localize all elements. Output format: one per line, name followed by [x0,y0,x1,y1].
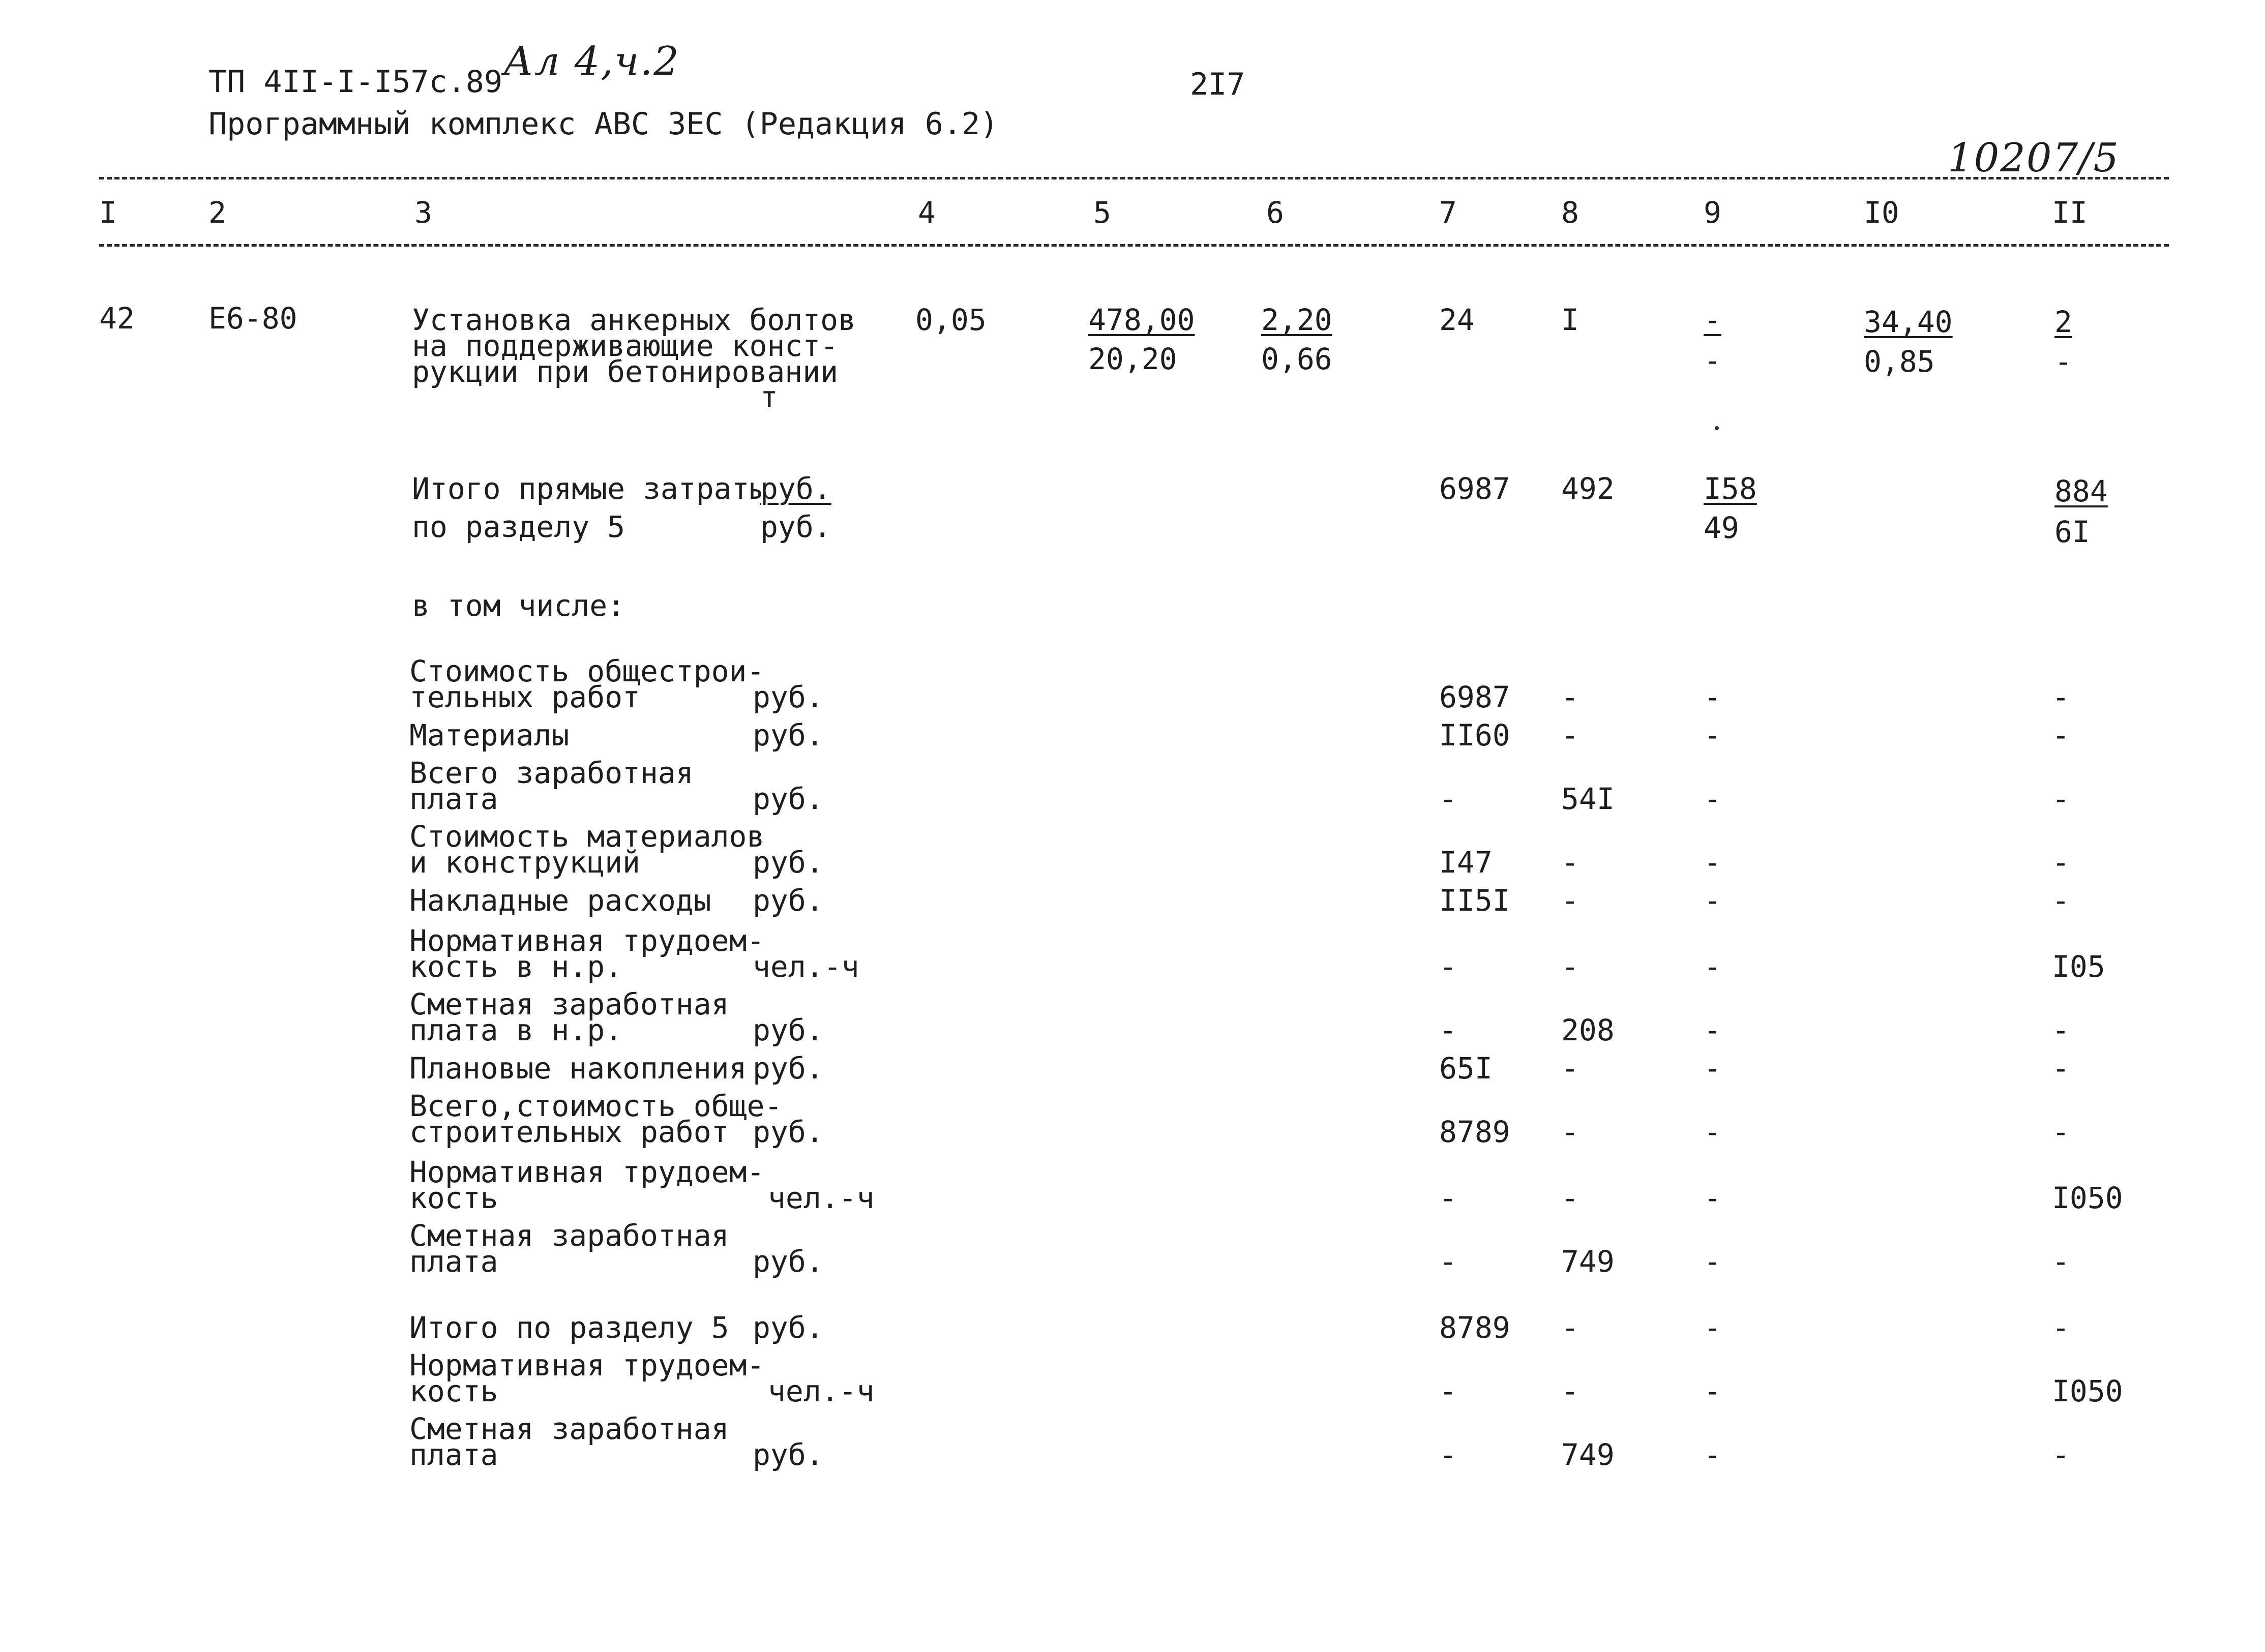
row-label-line: тельных работ [409,680,640,714]
row-col9: - [1704,845,1721,880]
row-col11: - [2052,883,2070,918]
row-col8: - [1561,1115,1579,1149]
column-header-11: II [2052,195,2088,230]
row-label-line: плата [409,782,498,816]
row-col7: - [1439,782,1457,816]
row-col8: - [1561,949,1579,984]
row-col8: 749 [1561,1244,1615,1279]
row-label-line: Нормативная трудоем- [409,1155,765,1189]
row-label-line: и конструкций [409,845,640,880]
row-unit: руб. [753,680,824,714]
column-header-4: 4 [918,195,936,230]
row-col8: - [1561,1310,1579,1345]
entry-col10-top: 34,40 [1864,305,1953,339]
row-col9: - [1704,1244,1721,1279]
direct-costs-col9-top: I58 [1704,471,1757,506]
row-col7: 6987 [1439,680,1510,714]
column-header-5: 5 [1093,195,1111,230]
doc-code: ТП 4II-I-I57с.89 [208,64,502,100]
column-header-1: I [99,195,117,230]
row-col7: 8789 [1439,1115,1510,1149]
entry-desc-line-1: Установка анкерных болтов [412,303,856,337]
row-label-line: кость в н.р. [409,949,623,984]
entry-col9-top: - [1704,303,1721,337]
row-col9: - [1704,1013,1721,1047]
row-col11: - [2052,845,2070,880]
row-col9: - [1704,883,1721,918]
row-label-line: Материалы [409,718,570,753]
direct-costs-col11-bottom: 6I [2054,515,2090,549]
row-unit: руб. [753,845,824,880]
row-col7: II60 [1439,718,1510,753]
row-col7: - [1439,1437,1457,1472]
column-header-9: 9 [1704,195,1721,230]
row-label-line: Нормативная трудоем- [409,923,765,958]
including-label: в том числе: [412,588,625,623]
direct-costs-col9-bottom: 49 [1704,510,1739,545]
column-header-2: 2 [208,195,226,230]
page-number: 2I7 [1190,67,1245,102]
row-col11: - [2052,1051,2070,1086]
row-unit: руб. [753,883,824,918]
row-unit: руб. [753,782,824,816]
row-col8: - [1561,1374,1579,1408]
direct-costs-col7: 6987 [1439,471,1510,506]
row-col11: I05 [2052,949,2105,984]
row-unit: руб. [753,1244,824,1279]
direct-costs-label-2: по разделу 5 [412,509,625,544]
row-label-line: Накладные расходы [409,883,711,918]
row-unit: руб. [753,1013,824,1047]
entry-col11-top: 2 [2054,305,2072,339]
row-label-line: Сметная заработная [409,987,729,1022]
row-col11: - [2052,1013,2070,1047]
row-col9: - [1704,1374,1721,1408]
row-label-line: Стоимость материалов [409,819,765,854]
direct-costs-col11-top: 884 [2054,474,2108,508]
row-label-line: плата в н.р. [409,1013,623,1047]
row-col9: - [1704,782,1721,816]
entry-col6-top: 2,20 [1261,303,1332,337]
direct-costs-unit-1: руб. [760,471,831,506]
row-label-line: Плановые накопления [409,1051,747,1086]
entry-col10-bottom: 0,85 [1864,344,1935,379]
row-unit: руб. [753,1437,824,1472]
row-col8: 749 [1561,1437,1615,1472]
direct-costs-col8: 492 [1561,471,1615,506]
row-col9: - [1704,680,1721,714]
row-col9: - [1704,1115,1721,1149]
row-col9: - [1704,1051,1721,1086]
row-unit: чел.-ч [768,1181,875,1215]
handwritten-number: 10207/5 [1948,135,2120,181]
row-unit: руб. [753,718,824,753]
row-col11: - [2052,718,2070,753]
row-col9: - [1704,1437,1721,1472]
row-col7: - [1439,949,1457,984]
row-label-line: Всего,стоимость обще- [409,1089,783,1123]
row-col8: - [1561,718,1579,753]
column-header-8: 8 [1561,195,1579,230]
row-label-line: кость [409,1181,498,1215]
row-col8: - [1561,1051,1579,1086]
row-label-line: плата [409,1437,498,1472]
direct-costs-label-1: Итого прямые затраты [412,471,767,506]
row-unit: руб. [753,1310,824,1345]
row-col11: - [2052,1437,2070,1472]
row-col7: 8789 [1439,1310,1510,1345]
row-col7: - [1439,1181,1457,1215]
header-top-rule [99,177,2169,179]
row-col7: - [1439,1244,1457,1279]
column-header-6: 6 [1266,195,1284,230]
entry-quantity: 0,05 [915,303,987,337]
row-col8: - [1561,680,1579,714]
row-unit: руб. [753,1115,824,1149]
stray-mark [1715,426,1719,430]
row-col8: - [1561,845,1579,880]
row-label-line: Сметная заработная [409,1218,729,1253]
row-col9: - [1704,1181,1721,1215]
entry-col11-bottom: - [2054,344,2072,379]
entry-number: 42 [99,301,135,336]
entry-col8: I [1561,303,1579,337]
row-col9: - [1704,949,1721,984]
row-label-line: Всего заработная [409,756,694,790]
header-bottom-rule [99,244,2169,247]
row-col7: II5I [1439,883,1510,918]
row-col8: - [1561,883,1579,918]
row-label-line: Сметная заработная [409,1411,729,1446]
row-label-line: Нормативная трудоем- [409,1348,765,1383]
row-col11: - [2052,1115,2070,1149]
row-label-line: Итого по разделу 5 [409,1310,729,1345]
row-col11: - [2052,1310,2070,1345]
handwritten-reference: Ал 4,ч.2 [503,39,680,84]
row-unit: руб. [753,1051,824,1086]
column-header-7: 7 [1439,195,1457,230]
row-unit: чел.-ч [753,949,859,984]
row-col7: - [1439,1013,1457,1047]
entry-unit: т [760,380,778,414]
row-col11: - [2052,782,2070,816]
row-label-line: Стоимость общестрои- [409,654,765,688]
row-col7: I47 [1439,845,1493,880]
row-col9: - [1704,1310,1721,1345]
entry-code: Е6-80 [208,301,297,336]
row-col8: 54I [1561,782,1615,816]
row-col8: - [1561,1181,1579,1215]
row-label-line: кость [409,1374,498,1408]
row-label-line: строительных работ [409,1115,729,1149]
row-col7: 65I [1439,1051,1493,1086]
column-header-3: 3 [414,195,432,230]
row-col11: - [2052,680,2070,714]
row-col8: 208 [1561,1013,1615,1047]
entry-col9-bottom: - [1704,343,1721,378]
row-col11: I050 [2052,1374,2123,1408]
column-header-10: I0 [1864,195,1899,230]
entry-desc-line-3: рукции при бетонировании [412,354,839,389]
entry-col7: 24 [1439,303,1475,337]
entry-col5-top: 478,00 [1088,303,1195,337]
row-label-line: плата [409,1244,498,1279]
entry-col5-bottom: 20,20 [1088,342,1177,376]
row-col11: I050 [2052,1181,2123,1215]
row-unit: чел.-ч [768,1374,875,1408]
row-col11: - [2052,1244,2070,1279]
entry-desc-line-2: на поддерживающие конст- [412,328,839,363]
entry-col6-bottom: 0,66 [1261,342,1332,376]
row-col7: - [1439,1374,1457,1408]
program-name: Программный комплекс АВС ЗЕС (Редакция 6.2) [208,106,999,142]
row-col9: - [1704,718,1721,753]
direct-costs-unit-2: руб. [760,509,831,544]
